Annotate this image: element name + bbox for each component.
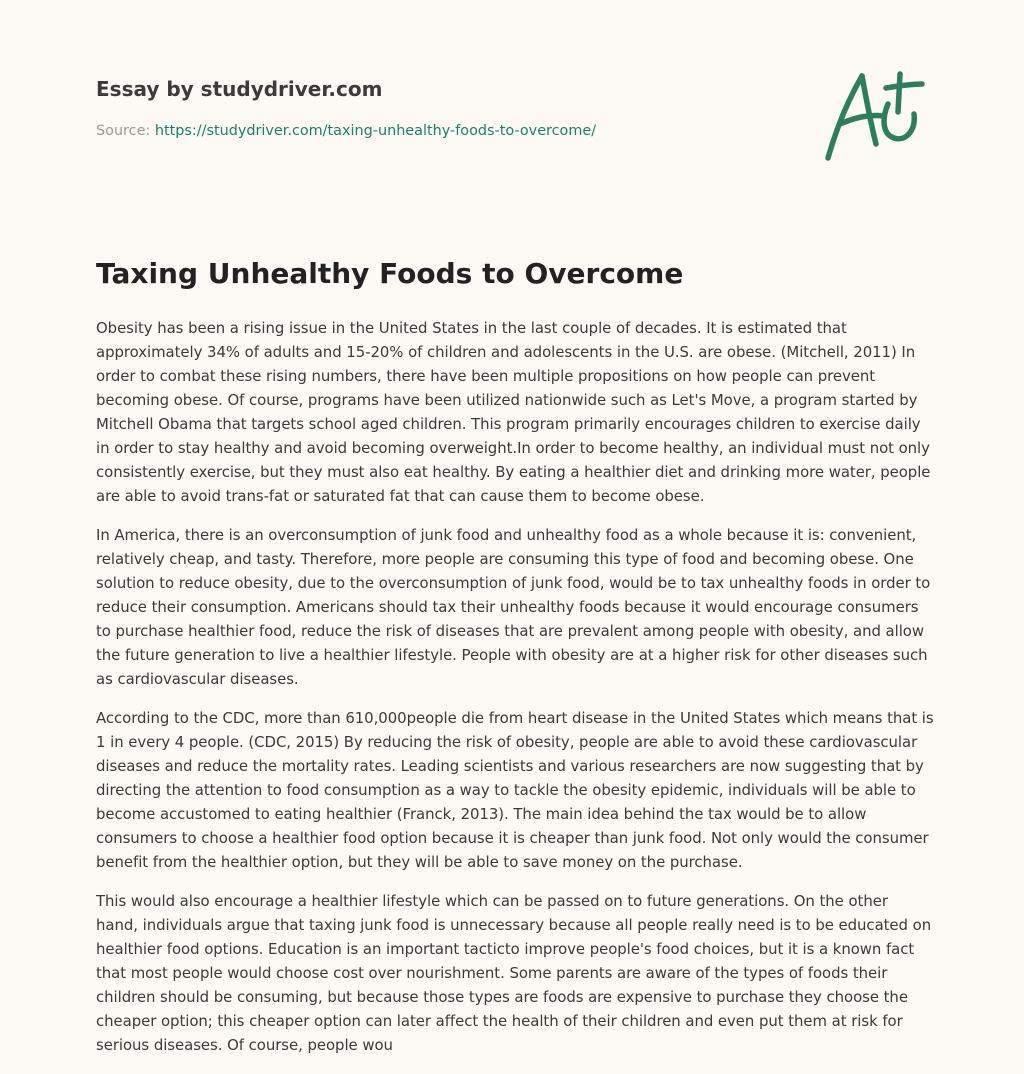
paragraph: This would also encourage a healthier lifestyle which can be passed on to future generations. On the other hand, individuals argue that taxing junk food is unnecessary because all people really need is to be educated on healthier food options. Education is an important tacticto improve people's food choices, but it is a known fact that most people would choose cost over nourishment. Some parents are aware of the types of foods their children should be consuming, but because those types are foods are expensive to purchase they choose the cheaper option; this cheaper option can later affect the health of their children and even put them at risk for serious diseases. Of course, people wou [96,892,932,1054]
source-line [96,121,656,141]
source-link[interactable]: https://studydriver.com/taxing-unhealthy-foods-to-overcome/ [154,123,597,139]
page-header [96,74,656,141]
document-title: Taxing Unhealthy Foods to Overcome [96,257,684,290]
essay-body [96,316,934,1072]
paragraph: According to the CDC, more than 610,000people die from heart disease in the United States which means that is 1 in every 4 people. (CDC, 2015) By reducing the risk of obesity, people are able to avoid these cardiovascular diseases and reduce the mortality rates. Leading scientists and various researchers are now suggesting that by directing the attention to food consumption as a way to tackle the obesity epidemic, individuals will be able to become accustomed to eating healthier (Franck, 2013). The main idea behind the tax would be to allow consumers to choose a healthier food option because it is cheaper than junk food. Not only would the consumer benefit from the healthier option, but they will be able to save money on the purchase. [96,709,934,871]
a-plus-logo-icon [818,68,928,168]
essay-by-heading: Essay by studydriver.com [96,77,383,101]
paragraph: In America, there is an overconsumption of junk food and unhealthy food as a whole because it is: convenient, relatively cheap, and tasty. Therefore, more people are consuming this type of food and becoming obese. One solution to reduce obesity, due to the overconsumption of junk food, would be to tax unhealthy foods in order to reduce their consumption. Americans should tax their unhealthy foods because it would encourage consumers to purchase healthier food, reduce the risk of diseases that are prevalent among people with obesity, and allow the future generation to live a healthier lifestyle. People with obesity are at a higher risk for other diseases such as cardiovascular diseases. [96,526,931,688]
paragraph: Obesity has been a rising issue in the United States in the last couple of decades. It is estimated that approximately 34% of adults and 15-20% of children and adolescents in the U.S. are obese. (Mitchell, 2011) In order to combat these rising numbers, there have been multiple propositions on how people can prevent becoming obese. Of course, programs have been utilized nationwide such as Let's Move, a program started by Mitchell Obama that targets school aged children. This program primarily encourages children to exercise daily in order to stay healthy and avoid becoming overweight.In order to become healthy, an individual must not only consistently exercise, but they must also eat healthy. By eating a healthier diet and drinking more water, people are able to avoid trans-fat or saturated fat that can cause them to become obese. [96,319,931,505]
source-label: Source: [96,123,151,139]
